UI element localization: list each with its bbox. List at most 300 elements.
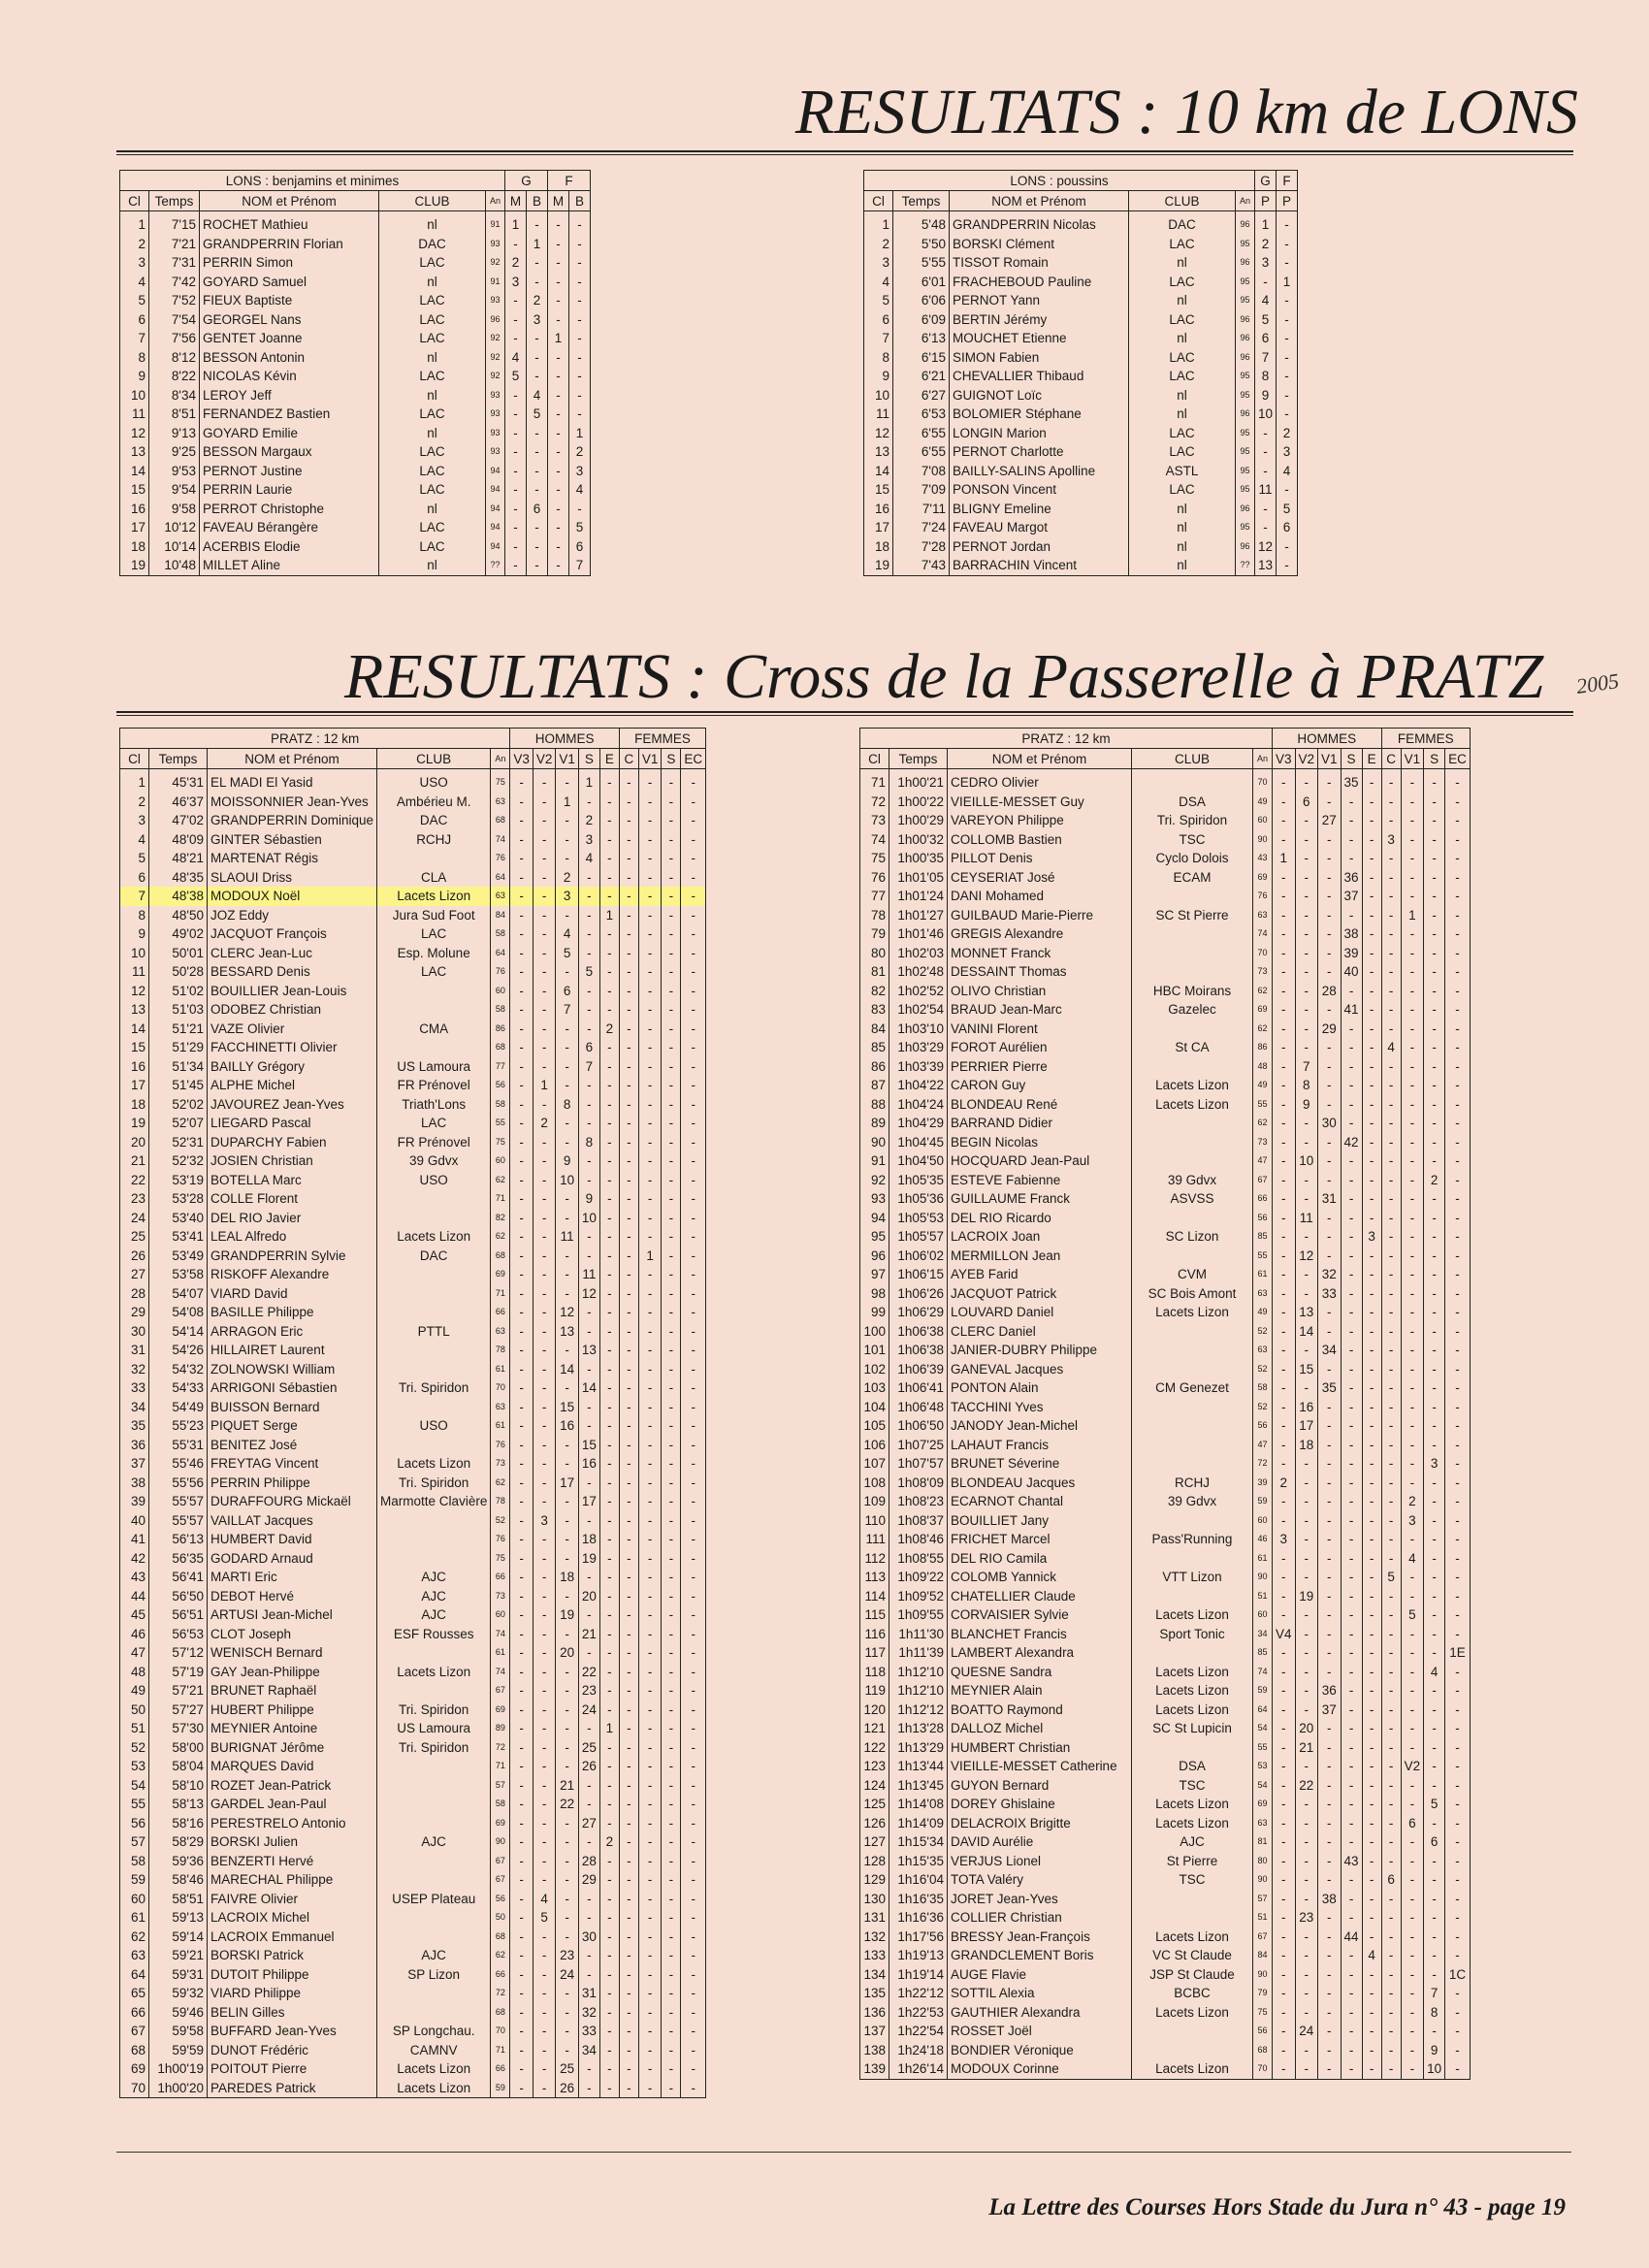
table-row [120,2003,706,2023]
table-cell: - [1341,1870,1362,1890]
table-cell: 27 [1318,811,1342,830]
table-cell: 16 [556,1416,579,1436]
pratz-results-table-2 [859,728,1471,2080]
table-cell: - [619,793,638,812]
table-cell: 86 [491,1020,510,1039]
table-cell [1132,1341,1253,1360]
table-cell: FAIVRE Olivier [208,1890,377,1909]
column-header: An [1236,191,1255,211]
table-cell: - [556,1757,579,1776]
table-cell: GANEVAL Jacques [948,1360,1132,1379]
table-cell: 113 [860,1568,889,1587]
table-cell: 108 [860,1474,889,1493]
table-cell: DUTOIT Philippe [208,1965,377,1985]
table-cell: NICOLAS Kévin [200,367,379,386]
table-cell: - [681,1605,706,1625]
table-cell: - [1445,1209,1471,1228]
table-cell: - [1341,1681,1362,1701]
table-cell: 53'41 [149,1227,208,1247]
table-cell: Lacets Lizon [1132,1681,1253,1701]
table-cell: GUYON Bernard [948,1776,1132,1796]
table-cell: CLA [377,868,491,888]
table-cell: 54'14 [149,1322,208,1342]
table-cell: - [662,1114,681,1133]
table-cell: - [619,830,638,850]
table-cell: - [533,1303,556,1322]
table-cell: ODOBEZ Christian [208,1000,377,1020]
table-row [864,442,1298,462]
table-cell: - [533,793,556,812]
table-cell: - [1424,1492,1445,1511]
table-cell: 76 [491,1436,510,1455]
table-cell: - [662,1568,681,1587]
table-cell: - [1381,1171,1401,1190]
table-cell: 1h05'57 [889,1227,948,1247]
table-cell: - [681,1436,706,1455]
table-cell: - [1362,1832,1381,1852]
table-cell: 11 [864,405,893,424]
table-cell [377,1511,491,1531]
table-cell: - [1255,462,1277,481]
table-cell: 25 [556,2059,579,2079]
table-cell: - [1381,1454,1401,1474]
table-cell: BORSKI Clément [950,235,1129,254]
column-header: Cl [860,749,889,769]
table-cell: 120 [860,1701,889,1720]
table-cell: - [1318,1984,1342,2003]
table-row [860,1568,1471,1587]
table-cell: - [510,1171,534,1190]
table-cell: 95 [1236,518,1255,537]
column-header: EC [681,749,706,769]
table-cell: - [1277,235,1298,254]
table-cell: - [681,1020,706,1039]
table-cell: - [1295,1171,1318,1190]
table-cell: - [1424,1568,1445,1587]
table-cell: - [533,1757,556,1776]
table-cell: 61 [491,1643,510,1663]
table-cell: 133 [860,1946,889,1965]
table-cell: 62 [120,1928,149,1947]
table-cell: 53'49 [149,1247,208,1266]
table-cell: - [1381,1719,1401,1738]
table-cell: nl [1129,253,1236,273]
table-cell: 3 [505,273,527,292]
table-row [864,480,1298,500]
table-cell: 2 [599,1832,619,1852]
table-cell: - [548,211,569,235]
table-cell: - [1445,769,1471,793]
table-cell: - [1445,1776,1471,1796]
table-cell: - [619,924,638,944]
table-cell: - [638,1057,662,1077]
table-cell: - [599,1605,619,1625]
table-cell: 58'51 [149,1890,208,1909]
table-cell: - [638,1474,662,1493]
table-cell: 71 [491,1284,510,1304]
table-row [864,211,1298,235]
table-cell: 129 [860,1870,889,1890]
table-cell: 96 [1236,537,1255,557]
table-cell: - [638,1643,662,1663]
table-cell: - [599,1378,619,1398]
table-cell: - [1362,1265,1381,1284]
table-cell: - [1445,1625,1471,1644]
table-cell: - [662,944,681,963]
table-cell [1132,1322,1253,1342]
table-row [120,2079,706,2098]
column-header: V1 [638,749,662,769]
table-cell: 5 [1424,1795,1445,1814]
table-cell: - [1295,1265,1318,1284]
column-header: V2 [533,749,556,769]
table-row [860,1247,1471,1266]
table-cell: 1 [569,424,591,443]
table-cell: - [1401,830,1424,850]
table-cell: - [510,793,534,812]
table-cell: - [505,386,527,405]
table-cell [377,1643,491,1663]
table-cell: 33 [578,2022,599,2041]
table-cell: - [599,1284,619,1304]
table-cell: 1h22'12 [889,1984,948,2003]
table-cell: 18 [120,1095,149,1115]
table-cell: 9 [578,1189,599,1209]
table-cell: 44 [1341,1928,1362,1947]
table-cell: - [619,849,638,868]
table-cell: 51'29 [149,1038,208,1057]
group-header: HOMMES [510,729,620,749]
table-cell: 62 [491,1171,510,1190]
table-cell: - [533,1870,556,1890]
table-cell: 2 [1255,235,1277,254]
table-cell: 1 [1277,273,1298,292]
table-cell: 59'14 [149,1928,208,1947]
table-cell: 4 [120,273,149,292]
table-row [120,537,591,557]
table-cell: - [578,982,599,1001]
table-cell: BOTELLA Marc [208,1171,377,1190]
table-cell: - [1424,868,1445,888]
table-cell: - [662,1814,681,1833]
table-cell: - [638,1133,662,1152]
table-cell: - [1362,1474,1381,1493]
table-cell: - [1401,2041,1424,2060]
table-cell: - [619,1908,638,1928]
table-cell: - [510,906,534,925]
table-cell: - [662,1133,681,1152]
table-cell: - [599,1474,619,1493]
table-cell: - [1401,1038,1424,1057]
table-cell: 1h00'29 [889,811,948,830]
table-cell: ROZET Jean-Patrick [208,1776,377,1796]
table-row [864,500,1298,519]
table-cell: 6'01 [893,273,950,292]
table-row [120,1965,706,1985]
table-cell: 31 [120,1341,149,1360]
table-cell: - [1424,1360,1445,1379]
table-cell: - [619,1814,638,1833]
table-cell: TSC [1132,830,1253,850]
table-cell: - [638,887,662,906]
table-cell: 90 [1253,830,1273,850]
table-cell: 3 [120,253,149,273]
table-cell: 7 [120,887,149,906]
table-cell [1132,1398,1253,1417]
table-cell: 3 [1277,442,1298,462]
table-cell: - [1273,924,1296,944]
table-cell: - [681,2079,706,2098]
table-row [860,811,1471,830]
table-cell: - [1295,944,1318,963]
table-cell: - [681,1852,706,1871]
table-cell: - [1424,1265,1445,1284]
table-cell: 53'28 [149,1189,208,1209]
table-cell: 39 [1253,1474,1273,1493]
table-cell: 1 [599,906,619,925]
table-cell: - [1381,1227,1401,1247]
table-cell: - [1381,1511,1401,1531]
column-header: C [1381,749,1401,769]
column-header: Cl [120,191,149,211]
table-cell: - [1273,1247,1296,1266]
table-cell: - [533,1832,556,1852]
table-cell: LAC [1129,273,1236,292]
table-cell: - [1318,1151,1342,1171]
table-cell: - [681,2041,706,2060]
table-cell: - [1381,1000,1401,1020]
table-cell: 9 [1255,386,1277,405]
table-cell: 19 [120,556,149,575]
table-cell: Lacets Lizon [1132,1663,1253,1682]
table-cell: FRACHEBOUD Pauline [950,273,1129,292]
column-header: V1 [556,749,579,769]
table-cell: 45 [120,1605,149,1625]
table-cell: 107 [860,1454,889,1474]
table-cell: - [681,1133,706,1152]
table-cell: - [1295,1625,1318,1644]
table-cell: - [638,1965,662,1985]
table-cell: - [533,1852,556,1871]
table-cell: 49 [120,1681,149,1701]
table-cell: 1h00'35 [889,849,948,868]
table-cell: 20 [120,1133,149,1152]
table-cell: - [1445,1832,1471,1852]
table-cell: - [638,1454,662,1474]
table-cell: - [527,480,548,500]
table-row [860,1984,1471,2003]
table-row [860,1114,1471,1133]
table-cell: 79 [860,924,889,944]
table-cell: - [1318,1738,1342,1758]
table-cell: 1h03'39 [889,1057,948,1077]
table-cell: - [1424,1852,1445,1871]
table-cell: - [638,830,662,850]
table-cell: - [1341,1474,1362,1493]
table-cell: 63 [1253,1341,1273,1360]
table-cell: 63 [491,887,510,906]
table-cell: - [1341,1530,1362,1549]
column-header: Cl [864,191,893,211]
table-cell: nl [1129,518,1236,537]
table-cell: HUBERT Philippe [208,1701,377,1720]
table-cell [1132,1020,1253,1039]
table-cell: - [599,2022,619,2041]
table-cell: - [1381,1133,1401,1152]
table-cell: 123 [860,1757,889,1776]
table-cell: DAC [1129,211,1236,235]
table-cell: 7'21 [149,235,200,254]
table-cell: - [1362,1530,1381,1549]
table-cell: - [578,2059,599,2079]
table-cell: - [533,1341,556,1360]
table-cell: - [662,1038,681,1057]
table-cell: - [1424,1474,1445,1493]
table-cell: 96 [1236,405,1255,424]
column-header: B [527,191,548,211]
table-cell: - [1318,1814,1342,1833]
table-cell: MODOUX Noël [208,887,377,906]
table-cell: - [662,1189,681,1209]
table-cell: - [1401,2059,1424,2079]
table-row [120,1795,706,1814]
table-cell: BESSON Antonin [200,348,379,368]
table-cell: - [599,1038,619,1057]
table-cell: 21 [578,1625,599,1644]
table-cell: 3 [864,253,893,273]
column-header: EC [1445,749,1471,769]
table-cell: - [619,1416,638,1436]
table-cell: - [599,1398,619,1417]
table-cell: - [599,1436,619,1455]
table-cell: - [1424,1605,1445,1625]
table-cell: - [505,329,527,348]
table-cell: 34 [1253,1625,1273,1644]
table-cell: - [662,1378,681,1398]
table-cell: - [556,849,579,868]
table-cell: - [681,982,706,1001]
table-cell: - [662,1738,681,1758]
table-cell: 68 [491,811,510,830]
table-cell: - [548,273,569,292]
table-cell: 70 [1253,2059,1273,2079]
table-cell: ROSSET Joël [948,2022,1132,2041]
table-cell: - [681,1454,706,1474]
table-cell: CHATELLIER Claude [948,1587,1132,1606]
table-cell: - [578,1832,599,1852]
table-cell: - [1273,1378,1296,1398]
table-cell: - [510,1984,534,2003]
table-row [120,1416,706,1436]
table-cell: - [533,1436,556,1455]
table-cell: LOUVARD Daniel [948,1303,1132,1322]
table-cell: - [1381,982,1401,1001]
table-cell: 9'58 [149,500,200,519]
table-cell: 68 [491,1928,510,1947]
table-cell: - [1445,1587,1471,1606]
table-cell: - [681,1227,706,1247]
table-cell: BENITEZ José [208,1436,377,1455]
table-cell: Cyclo Dolois [1132,849,1253,868]
table-cell: 49 [1253,1303,1273,1322]
table-cell: - [1381,1114,1401,1133]
table-cell: 39 [1341,944,1362,963]
table-cell: 2 [599,1020,619,1039]
table-cell: - [1295,1681,1318,1701]
table-cell: 14 [120,462,149,481]
table-cell: - [599,1625,619,1644]
table-cell: 92 [860,1171,889,1190]
table-cell: 10 [120,386,149,405]
table-cell: - [1362,868,1381,888]
table-cell: - [599,1454,619,1474]
table-cell: 15 [1295,1360,1318,1379]
table-cell [1132,944,1253,963]
table-cell: - [556,1681,579,1701]
table-cell: - [681,1701,706,1720]
table-cell: VERJUS Lionel [948,1852,1132,1871]
table-cell: - [662,1946,681,1965]
table-cell: - [1381,2022,1401,2041]
table-cell: - [1341,1643,1362,1663]
table-cell: - [619,1946,638,1965]
table-cell: 84 [491,906,510,925]
table-cell: - [533,1701,556,1720]
table-cell: - [681,1908,706,1928]
table-cell: - [681,1492,706,1511]
table-cell: TOTA Valéry [948,1870,1132,1890]
table-cell [1132,1890,1253,1909]
table-cell: - [533,1151,556,1171]
table-cell: 70 [491,1378,510,1398]
table-cell: - [599,1663,619,1682]
table-cell: - [681,1151,706,1171]
table-cell: 51'02 [149,982,208,1001]
table-cell: 4 [1381,1038,1401,1057]
table-cell: 84 [1253,1946,1273,1965]
table-cell: JOZ Eddy [208,906,377,925]
table-cell: - [1277,291,1298,310]
table-cell [377,1549,491,1569]
table-cell: 54 [1253,1719,1273,1738]
table-cell: LIEGARD Pascal [208,1114,377,1133]
table-cell: - [1273,1605,1296,1625]
table-cell: 19 [578,1549,599,1569]
table-cell: - [638,1360,662,1379]
table-cell: Sport Tonic [1132,1625,1253,1644]
table-cell [1132,1587,1253,1606]
table-cell: 6'06 [893,291,950,310]
table-cell: - [533,1549,556,1569]
table-cell: - [1362,1587,1381,1606]
table-cell: 60 [491,1605,510,1625]
table-cell: - [1424,1511,1445,1531]
table-cell: 28 [578,1852,599,1871]
table-cell: - [1273,1511,1296,1531]
table-cell: 130 [860,1890,889,1909]
table-cell: 91 [860,1151,889,1171]
table-cell: 17 [120,518,149,537]
table-cell: - [578,1151,599,1171]
table-cell: BRUNET Raphaël [208,1681,377,1701]
table-cell: - [1401,1568,1424,1587]
column-header: V2 [1295,749,1318,769]
table-cell: - [681,1189,706,1209]
table-row [860,1587,1471,1606]
table-row [120,518,591,537]
table-cell: 60 [1253,1605,1273,1625]
table-cell: - [578,1890,599,1909]
